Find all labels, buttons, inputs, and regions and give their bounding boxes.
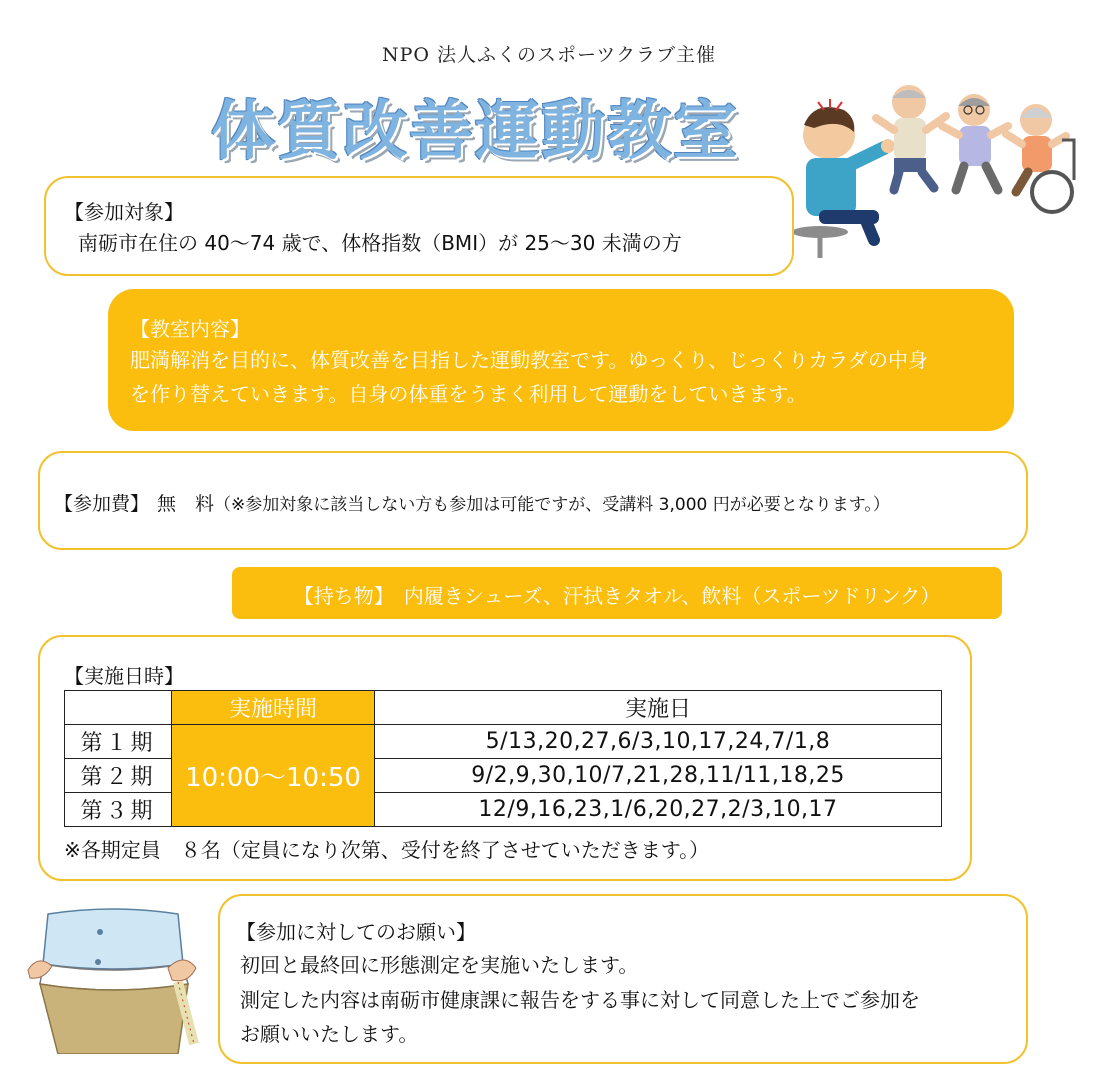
- dates-cell: 9/2,9,30,10/7,21,28,11/11,18,25: [375, 759, 942, 793]
- table-row: [65, 725, 942, 759]
- table-header-empty: [65, 691, 172, 725]
- table-header-time: 実施時間: [172, 691, 375, 725]
- measurement-illustration: [18, 904, 208, 1054]
- schedule-heading: 【実施日時】: [64, 664, 184, 688]
- schedule-note: ※各期定員 ８名（定員になり次第、受付を終了させていただきます。）: [64, 838, 710, 862]
- content-line-2: を作り替えていきます。自身の体重をうまく利用して運動をしていきます。: [130, 382, 807, 406]
- request-line-2: 測定した内容は南砺市健康課に報告をする事に対して同意した上でご参加を: [240, 988, 920, 1012]
- table-header-dates: 実施日: [375, 691, 942, 725]
- items-text: 【持ち物】 内履きシューズ、汗拭きタオル、飲料（スポーツドリンク）: [293, 584, 941, 608]
- dates-cell: 5/13,20,27,6/3,10,17,24,7/1,8: [375, 725, 942, 759]
- target-section: [44, 176, 794, 276]
- fee-note: （※参加対象に該当しない方も参加は可能ですが、受講料 3,000 円が必要となります。）: [214, 495, 890, 515]
- dates-cell: 12/9,16,23,1/6,20,27,2/3,10,17: [375, 793, 942, 827]
- exercise-illustration: [784, 80, 1084, 260]
- fee-line: [54, 489, 890, 516]
- target-heading: 【参加対象】: [64, 200, 184, 224]
- content-section: [108, 289, 1014, 431]
- period-label: 第３期: [65, 793, 172, 827]
- table-header-row: [65, 691, 942, 725]
- fee-heading: 【参加費】: [54, 493, 150, 515]
- request-section: [218, 894, 1028, 1064]
- period-label: 第１期: [65, 725, 172, 759]
- fee-section: [38, 451, 1028, 550]
- sponsor-text: NPO 法人ふくのスポーツクラブ主催: [381, 44, 717, 66]
- page-title: 体質改善運動教室: [211, 95, 739, 169]
- request-heading: 【参加に対してのお願い】: [236, 920, 476, 944]
- request-line-1: 初回と最終回に形態測定を実施いたします。: [240, 953, 639, 977]
- content-line-1: 肥満解消を目的に、体質改善を目指した運動教室です。ゆっくり、じっくりカラダの中身: [130, 348, 928, 372]
- period-label: 第２期: [65, 759, 172, 793]
- senior-figure-3: [1006, 104, 1074, 212]
- fee-value: 無 料: [157, 493, 215, 515]
- items-banner: [232, 567, 1002, 619]
- senior-figure-1: [876, 85, 946, 190]
- content-heading: 【教室内容】: [130, 317, 250, 341]
- senior-figure-2: [942, 94, 1008, 190]
- request-line-3: お願いいたします。: [240, 1022, 419, 1046]
- schedule-table: [64, 690, 942, 827]
- time-cell: 10:00～10:50: [172, 725, 375, 827]
- target-body: 南砺市在住の 40～74 歳で、体格指数（BMI）が 25～30 未満の方: [78, 231, 682, 255]
